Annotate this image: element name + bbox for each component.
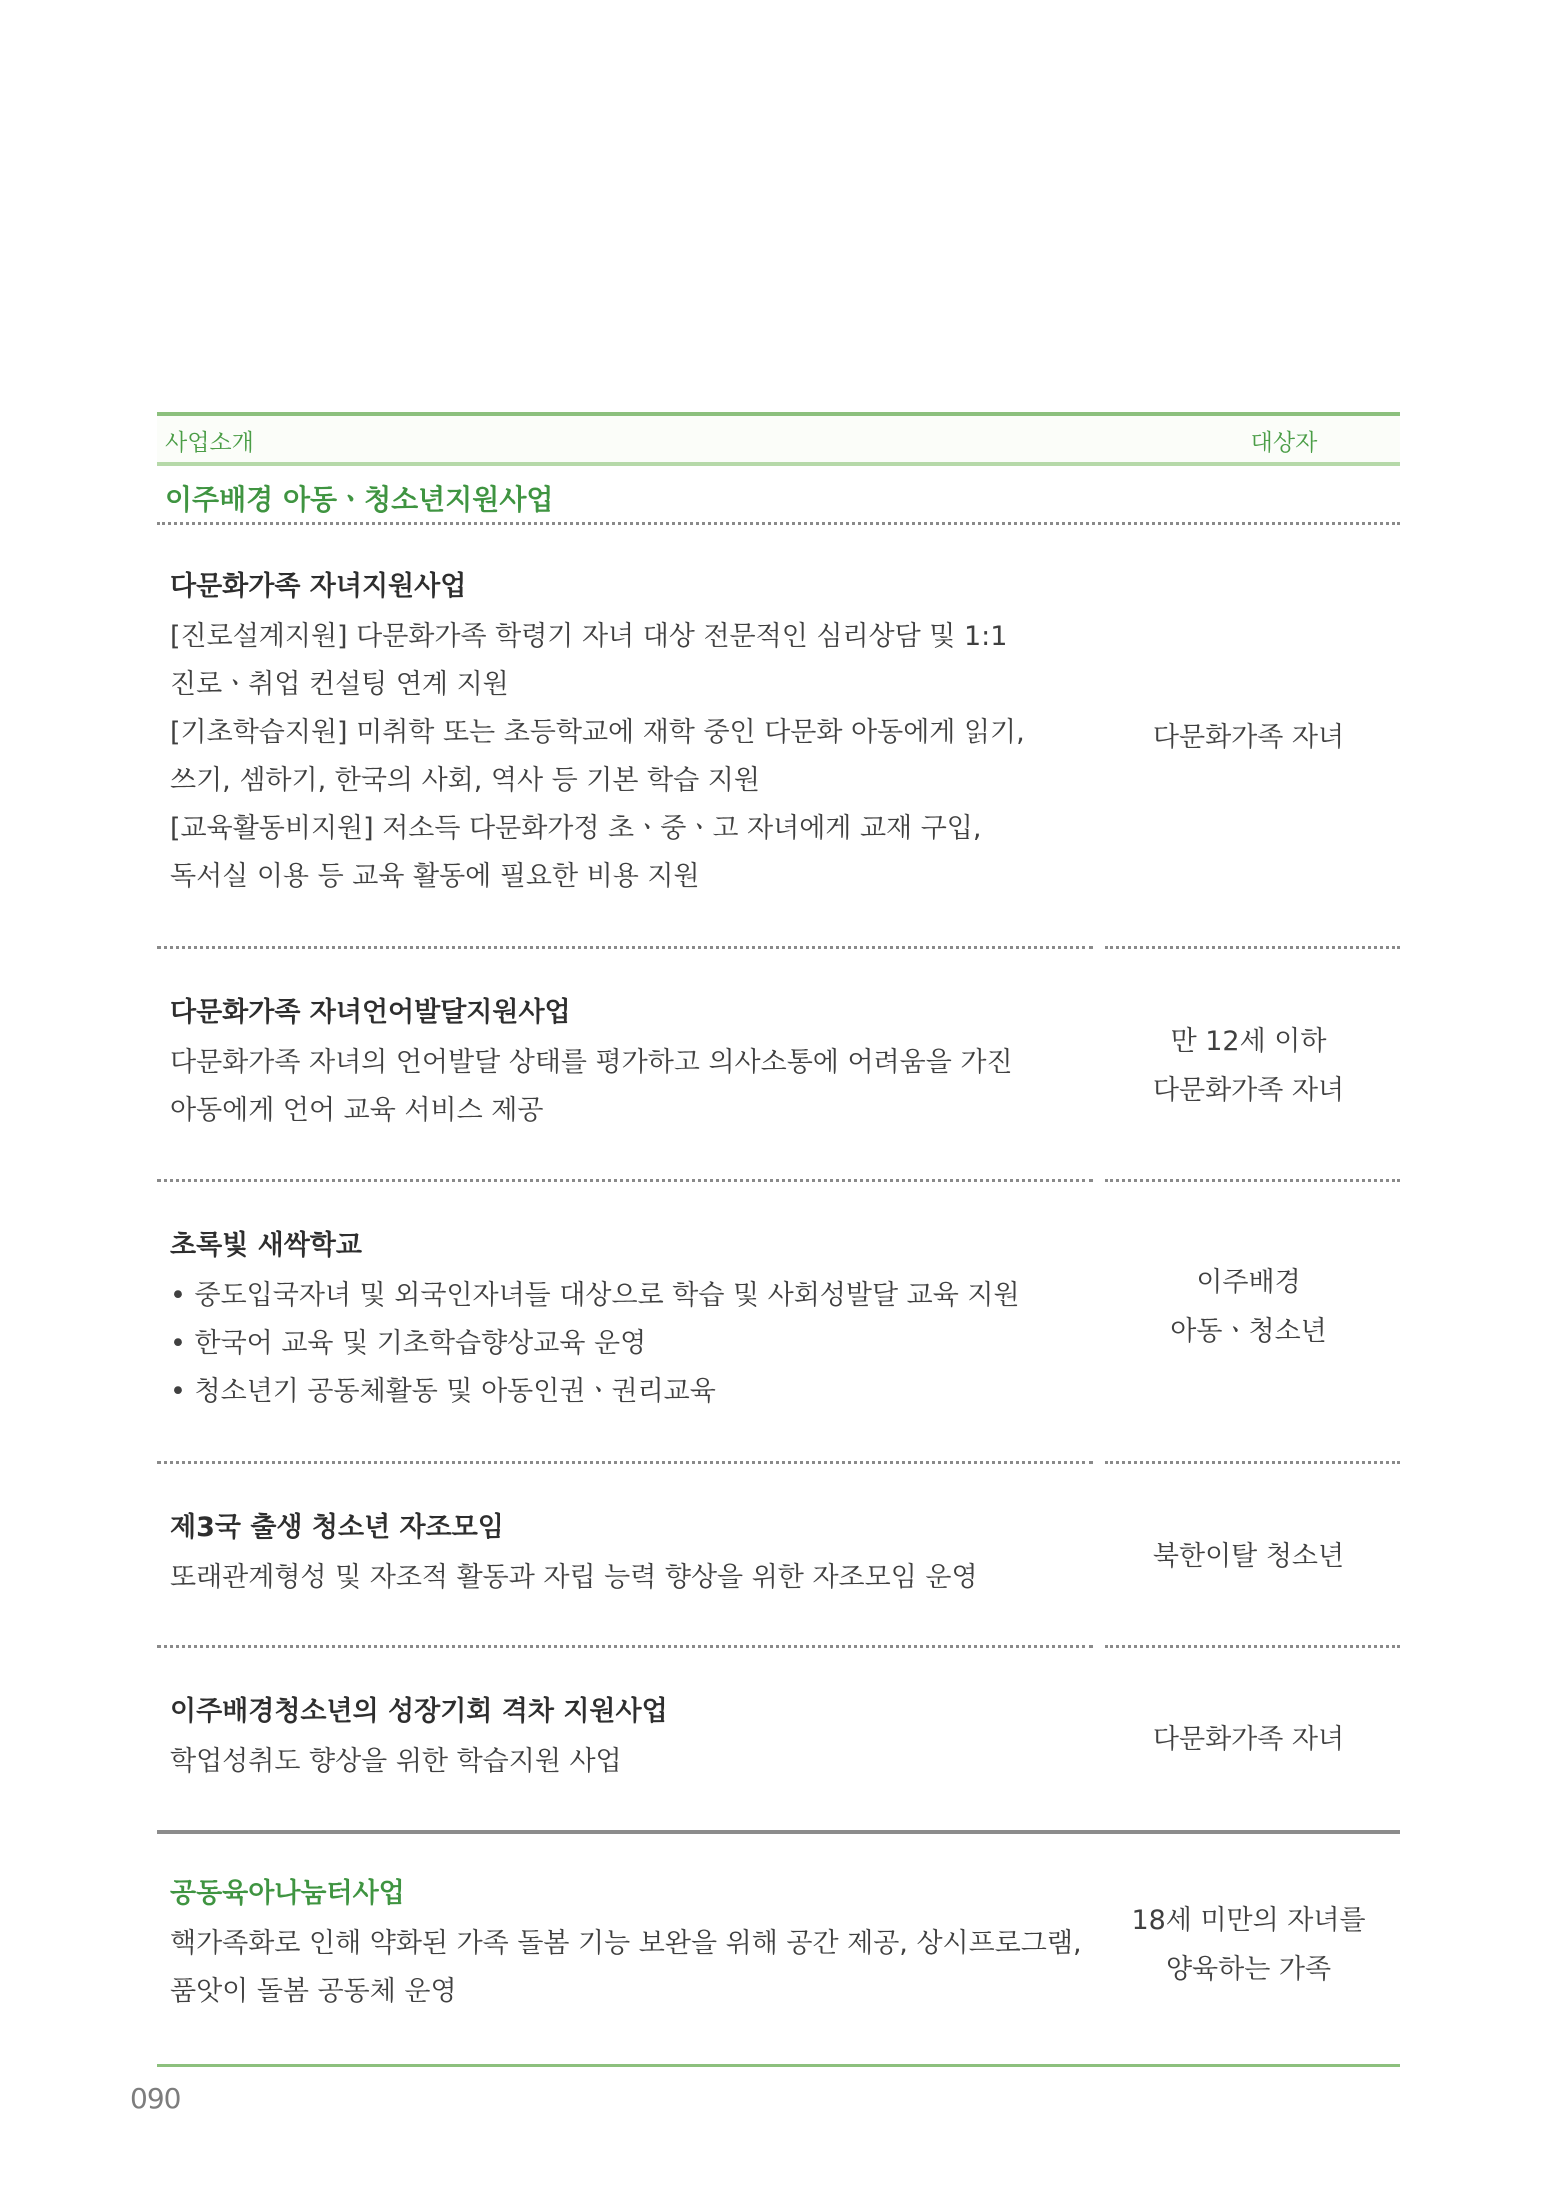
category-row [157,466,1400,525]
page-number: 090 [130,2082,181,2115]
target-text: 다문화가족 자녀 [1152,721,1345,753]
table-header [157,412,1400,466]
description-line: • 중도입국자녀 및 외국인자녀들 대상으로 학습 및 사회성발달 교육 지원 [170,1280,1020,1311]
description-line: 학업성취도 향상을 위한 학습지원 사업 [170,1746,622,1777]
program-title: 공동육아나눔터사업 [170,1878,405,1909]
target-cell [1097,1182,1400,1464]
description-line: 다문화가족 자녀의 언어발달 상태를 평가하고 의사소통에 어려움을 가진 [170,1047,1013,1078]
description-line: [교육활동비지원] 저소득 다문화가정 초ㆍ중ㆍ고 자녀에게 교재 구입, [170,813,982,844]
target-text: 만 12세 이하 [1170,1025,1327,1057]
description-line: [진로설계지원] 다문화가족 학령기 자녀 대상 전문적인 심리상담 및 1:1 [170,621,1008,652]
target-text: 18세 미만의 자녀를 [1131,1905,1366,1936]
target-cell [1097,949,1400,1182]
program-title: 다문화가족 자녀지원사업 [170,571,467,602]
target-cell [1097,1834,1400,2064]
program-title: 다문화가족 자녀언어발달지원사업 [170,997,571,1028]
description-line: 독서실 이용 등 교육 활동에 필요한 비용 지원 [170,861,700,892]
description-line: 또래관계형성 및 자조적 활동과 자립 능력 향상을 위한 자조모임 운영 [170,1562,978,1593]
category-title: 이주배경 아동ㆍ청소년지원사업 [165,483,554,516]
table-row [157,949,1400,1182]
program-description [157,1834,1097,2064]
target-text: 아동ㆍ청소년 [1170,1316,1327,1347]
table-row [157,1182,1400,1464]
header-target: 대상자 [1250,430,1318,456]
table-row [157,1834,1400,2064]
target-cell [1097,1464,1400,1648]
table-row [157,525,1400,949]
description-line: 아동에게 언어 교육 서비스 제공 [170,1095,544,1126]
description-line: 품앗이 돌봄 공동체 운영 [170,1976,457,2007]
program-description [157,1182,1097,1464]
program-description [157,949,1097,1182]
table-row [157,1464,1400,1648]
target-text: 다문화가족 자녀 [1152,1723,1345,1755]
program-description [157,525,1097,949]
description-line: 핵가족화로 인해 약화된 가족 돌봄 기능 보완을 위해 공간 제공, 상시프로그램, [170,1928,1082,1959]
program-table [157,412,1400,2067]
target-text: 이주배경 [1196,1267,1301,1298]
program-description [157,1464,1097,1648]
program-title: 제3국 출생 청소년 자조모임 [170,1512,504,1543]
header-program-intro: 사업소개 [165,430,254,456]
target-cell [1097,1648,1400,1830]
target-text: 다문화가족 자녀 [1152,1074,1345,1106]
description-line: • 한국어 교육 및 기초학습향상교육 운영 [170,1328,647,1359]
target-text: 양육하는 가족 [1165,1954,1332,1985]
description-line: [기초학습지원] 미취학 또는 초등학교에 재학 중인 다문화 아동에게 읽기, [170,717,1025,748]
table-bottom-rule [157,2064,1400,2067]
description-line: 진로ㆍ취업 컨설팅 연계 지원 [170,669,509,700]
table-row [157,1648,1400,1830]
target-text: 북한이탈 청소년 [1152,1540,1345,1572]
program-title: 이주배경청소년의 성장기회 격차 지원사업 [170,1696,668,1727]
description-line: 쓰기, 셈하기, 한국의 사회, 역사 등 기본 학습 지원 [170,765,760,796]
program-description [157,1648,1097,1830]
target-cell [1097,525,1400,949]
description-line: • 청소년기 공동체활동 및 아동인권ㆍ권리교육 [170,1376,716,1407]
program-title: 초록빛 새싹학교 [170,1230,362,1261]
